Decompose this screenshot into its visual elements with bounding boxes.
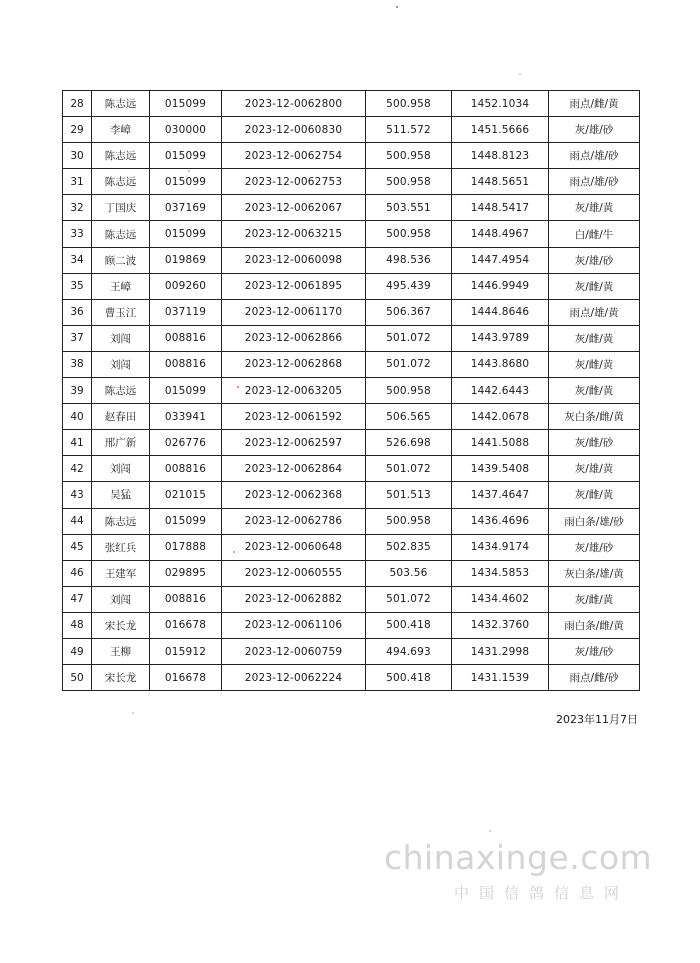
member-id-cell: 019869	[150, 247, 222, 273]
name-cell: 刘闯	[92, 456, 150, 482]
ring-number-cell: 2023-12-0062866	[222, 325, 366, 351]
rank-cell: 32	[63, 195, 92, 221]
ring-number-cell: 2023-12-0062754	[222, 143, 366, 169]
member-id-cell: 009260	[150, 273, 222, 299]
member-id-cell: 015099	[150, 169, 222, 195]
speed-cell: 1443.8680	[452, 351, 549, 377]
name-cell: 赵春田	[92, 404, 150, 430]
color-cell: 灰/雄/砂	[549, 117, 640, 143]
color-cell: 雨点/雄/砂	[549, 143, 640, 169]
table-row	[63, 560, 640, 586]
ring-number-cell: 2023-12-0062882	[222, 586, 366, 612]
color-cell: 雨白条/雌/黄	[549, 612, 640, 638]
color-cell: 雨点/雌/黄	[549, 91, 640, 117]
speed-cell: 1442.0678	[452, 404, 549, 430]
ring-number-cell: 2023-12-0062786	[222, 508, 366, 534]
ring-number-cell: 2023-12-0061592	[222, 404, 366, 430]
scan-speck	[237, 386, 239, 388]
table-row	[63, 612, 640, 638]
distance-cell: 500.418	[366, 665, 452, 691]
distance-cell: 500.958	[366, 169, 452, 195]
name-cell: 丁国庆	[92, 195, 150, 221]
rank-cell: 35	[63, 273, 92, 299]
rank-cell: 29	[63, 117, 92, 143]
member-id-cell: 008816	[150, 456, 222, 482]
color-cell: 灰/雄/黄	[549, 456, 640, 482]
speed-cell: 1431.1539	[452, 665, 549, 691]
name-cell: 吴猛	[92, 482, 150, 508]
table-row	[63, 638, 640, 664]
color-cell: 灰/雌/黄	[549, 351, 640, 377]
rank-cell: 45	[63, 534, 92, 560]
name-cell: 刘闯	[92, 586, 150, 612]
table-row	[63, 404, 640, 430]
name-cell: 王嶂	[92, 273, 150, 299]
rank-cell: 41	[63, 430, 92, 456]
distance-cell: 494.693	[366, 638, 452, 664]
table-row	[63, 247, 640, 273]
ring-number-cell: 2023-12-0062224	[222, 665, 366, 691]
rank-cell: 39	[63, 378, 92, 404]
member-id-cell: 008816	[150, 351, 222, 377]
speed-cell: 1451.5666	[452, 117, 549, 143]
speed-cell: 1448.4967	[452, 221, 549, 247]
ring-number-cell: 2023-12-0062368	[222, 482, 366, 508]
table-row	[63, 351, 640, 377]
speed-cell: 1446.9949	[452, 273, 549, 299]
color-cell: 雨点/雌/砂	[549, 665, 640, 691]
distance-cell: 500.958	[366, 508, 452, 534]
scan-speck	[233, 551, 235, 553]
color-cell: 灰/雌/黄	[549, 378, 640, 404]
ring-number-cell: 2023-12-0061170	[222, 299, 366, 325]
distance-cell: 500.958	[366, 221, 452, 247]
color-cell: 灰/雄/砂	[549, 534, 640, 560]
speed-cell: 1442.6443	[452, 378, 549, 404]
rank-cell: 46	[63, 560, 92, 586]
ring-number-cell: 2023-12-0062864	[222, 456, 366, 482]
table-row	[63, 273, 640, 299]
scan-speck	[489, 830, 491, 832]
member-id-cell: 015099	[150, 378, 222, 404]
name-cell: 王建军	[92, 560, 150, 586]
table-row	[63, 482, 640, 508]
speed-cell: 1434.4602	[452, 586, 549, 612]
name-cell: 陈志远	[92, 378, 150, 404]
member-id-cell: 008816	[150, 325, 222, 351]
color-cell: 白/雌/牛	[549, 221, 640, 247]
member-id-cell: 008816	[150, 586, 222, 612]
speed-cell: 1452.1034	[452, 91, 549, 117]
speed-cell: 1447.4954	[452, 247, 549, 273]
distance-cell: 506.367	[366, 299, 452, 325]
distance-cell: 501.072	[366, 586, 452, 612]
rank-cell: 44	[63, 508, 92, 534]
ring-number-cell: 2023-12-0062597	[222, 430, 366, 456]
color-cell: 灰/雌/黄	[549, 482, 640, 508]
rank-cell: 48	[63, 612, 92, 638]
name-cell: 刘闯	[92, 351, 150, 377]
name-cell: 陈志远	[92, 143, 150, 169]
color-cell: 灰白条/雌/黄	[549, 404, 640, 430]
ring-number-cell: 2023-12-0063205	[222, 378, 366, 404]
ring-number-cell: 2023-12-0060555	[222, 560, 366, 586]
scan-speck	[519, 73, 521, 75]
color-cell: 雨白条/雄/砂	[549, 508, 640, 534]
results-table	[62, 90, 640, 691]
distance-cell: 500.958	[366, 378, 452, 404]
distance-cell: 511.572	[366, 117, 452, 143]
member-id-cell: 015099	[150, 91, 222, 117]
name-cell: 宋长龙	[92, 665, 150, 691]
table-row	[63, 534, 640, 560]
speed-cell: 1444.8646	[452, 299, 549, 325]
name-cell: 陈志远	[92, 91, 150, 117]
ring-number-cell: 2023-12-0060648	[222, 534, 366, 560]
table-row	[63, 169, 640, 195]
name-cell: 陈志远	[92, 221, 150, 247]
speed-cell: 1436.4696	[452, 508, 549, 534]
member-id-cell: 037169	[150, 195, 222, 221]
table-row	[63, 195, 640, 221]
scan-speck	[132, 712, 134, 714]
rank-cell: 31	[63, 169, 92, 195]
ring-number-cell: 2023-12-0060830	[222, 117, 366, 143]
distance-cell: 501.072	[366, 325, 452, 351]
ring-number-cell: 2023-12-0062800	[222, 91, 366, 117]
distance-cell: 498.536	[366, 247, 452, 273]
color-cell: 灰白条/雄/黄	[549, 560, 640, 586]
distance-cell: 501.513	[366, 482, 452, 508]
name-cell: 张红兵	[92, 534, 150, 560]
name-cell: 曹玉江	[92, 299, 150, 325]
member-id-cell: 015099	[150, 143, 222, 169]
site-watermark	[384, 838, 653, 903]
distance-cell: 502.835	[366, 534, 452, 560]
distance-cell: 500.958	[366, 143, 452, 169]
name-cell: 王柳	[92, 638, 150, 664]
distance-cell: 503.551	[366, 195, 452, 221]
color-cell: 灰/雌/黄	[549, 586, 640, 612]
rank-cell: 43	[63, 482, 92, 508]
table-row	[63, 117, 640, 143]
speed-cell: 1434.5853	[452, 560, 549, 586]
speed-cell: 1448.5651	[452, 169, 549, 195]
ring-number-cell: 2023-12-0063215	[222, 221, 366, 247]
rank-cell: 28	[63, 91, 92, 117]
ring-number-cell: 2023-12-0062753	[222, 169, 366, 195]
table-row	[63, 508, 640, 534]
table-row	[63, 91, 640, 117]
name-cell: 顾二波	[92, 247, 150, 273]
color-cell: 灰/雌/黄	[549, 273, 640, 299]
color-cell: 灰/雄/黄	[549, 195, 640, 221]
member-id-cell: 017888	[150, 534, 222, 560]
table-row	[63, 456, 640, 482]
table-row	[63, 586, 640, 612]
speed-cell: 1431.2998	[452, 638, 549, 664]
distance-cell: 506.565	[366, 404, 452, 430]
color-cell: 灰/雄/砂	[549, 247, 640, 273]
color-cell: 灰/雌/砂	[549, 430, 640, 456]
ring-number-cell: 2023-12-0061895	[222, 273, 366, 299]
table-row	[63, 325, 640, 351]
member-id-cell: 030000	[150, 117, 222, 143]
speed-cell: 1439.5408	[452, 456, 549, 482]
name-cell: 陈志远	[92, 508, 150, 534]
member-id-cell: 016678	[150, 612, 222, 638]
ring-number-cell: 2023-12-0060759	[222, 638, 366, 664]
speed-cell: 1441.5088	[452, 430, 549, 456]
table-row	[63, 378, 640, 404]
name-cell: 李嶂	[92, 117, 150, 143]
rank-cell: 37	[63, 325, 92, 351]
member-id-cell: 029895	[150, 560, 222, 586]
table-row	[63, 299, 640, 325]
rank-cell: 50	[63, 665, 92, 691]
member-id-cell: 026776	[150, 430, 222, 456]
member-id-cell: 016678	[150, 665, 222, 691]
member-id-cell: 015099	[150, 508, 222, 534]
distance-cell: 501.072	[366, 351, 452, 377]
speed-cell: 1443.9789	[452, 325, 549, 351]
name-cell: 刘闯	[92, 325, 150, 351]
rank-cell: 34	[63, 247, 92, 273]
ring-number-cell: 2023-12-0062067	[222, 195, 366, 221]
table-row	[63, 665, 640, 691]
rank-cell: 30	[63, 143, 92, 169]
table-row	[63, 221, 640, 247]
scan-speck	[396, 6, 398, 8]
speed-cell: 1448.8123	[452, 143, 549, 169]
name-cell: 邢广新	[92, 430, 150, 456]
distance-cell: 503.56	[366, 560, 452, 586]
member-id-cell: 037119	[150, 299, 222, 325]
speed-cell: 1437.4647	[452, 482, 549, 508]
results-table-body	[63, 91, 640, 691]
ring-number-cell: 2023-12-0060098	[222, 247, 366, 273]
distance-cell: 526.698	[366, 430, 452, 456]
watermark-site: chinaxinge.com	[384, 838, 653, 877]
table-row	[63, 143, 640, 169]
color-cell: 雨点/雄/砂	[549, 169, 640, 195]
ring-number-cell: 2023-12-0062868	[222, 351, 366, 377]
speed-cell: 1432.3760	[452, 612, 549, 638]
color-cell: 灰/雄/砂	[549, 638, 640, 664]
color-cell: 灰/雌/黄	[549, 325, 640, 351]
rank-cell: 47	[63, 586, 92, 612]
table-row	[63, 430, 640, 456]
speed-cell: 1434.9174	[452, 534, 549, 560]
name-cell: 宋长龙	[92, 612, 150, 638]
report-date: 2023年11月7日	[556, 713, 638, 726]
rank-cell: 42	[63, 456, 92, 482]
rank-cell: 49	[63, 638, 92, 664]
member-id-cell: 033941	[150, 404, 222, 430]
color-cell: 雨点/雄/黄	[549, 299, 640, 325]
scan-speck	[188, 170, 190, 172]
member-id-cell: 015099	[150, 221, 222, 247]
distance-cell: 501.072	[366, 456, 452, 482]
distance-cell: 500.958	[366, 91, 452, 117]
distance-cell: 495.439	[366, 273, 452, 299]
rank-cell: 38	[63, 351, 92, 377]
ring-number-cell: 2023-12-0061106	[222, 612, 366, 638]
name-cell: 陈志远	[92, 169, 150, 195]
rank-cell: 33	[63, 221, 92, 247]
distance-cell: 500.418	[366, 612, 452, 638]
rank-cell: 36	[63, 299, 92, 325]
watermark-name: 中国信鸽信息网	[454, 884, 630, 902]
rank-cell: 40	[63, 404, 92, 430]
member-id-cell: 015912	[150, 638, 222, 664]
member-id-cell: 021015	[150, 482, 222, 508]
speed-cell: 1448.5417	[452, 195, 549, 221]
